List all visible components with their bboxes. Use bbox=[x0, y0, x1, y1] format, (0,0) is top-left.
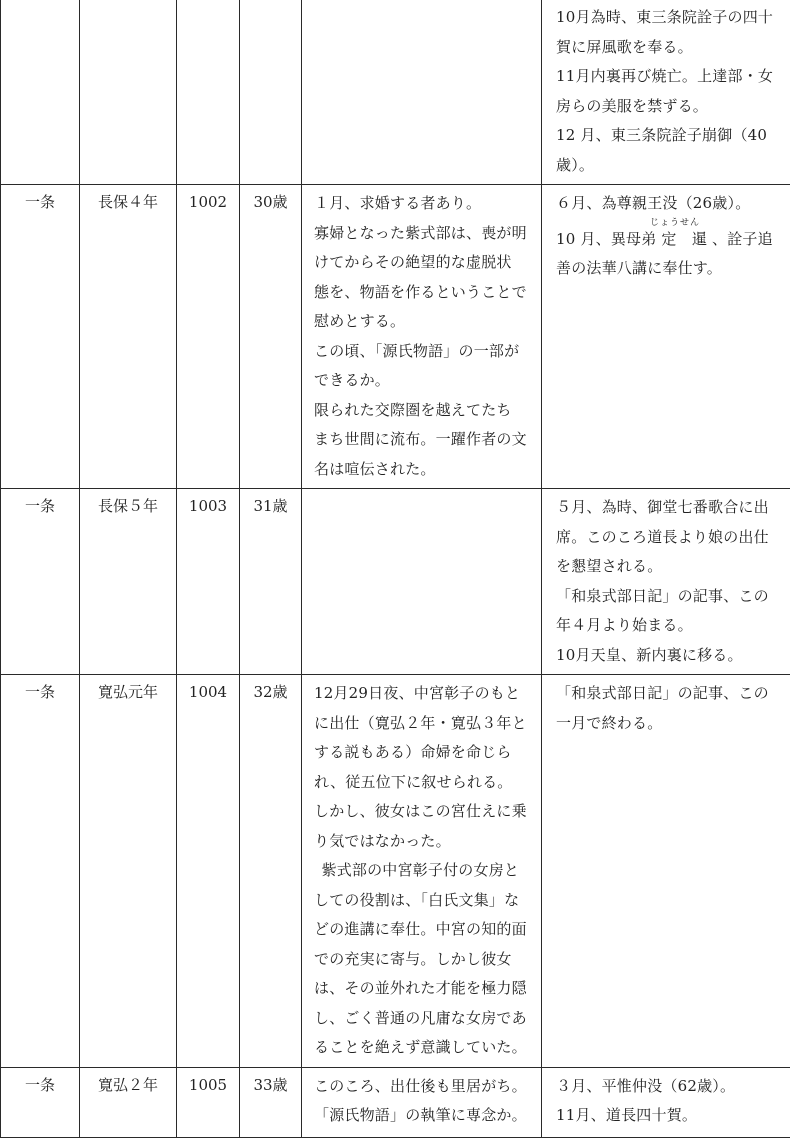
table-row bbox=[1, 675, 790, 1068]
murasaki-line: り気ではなかった。 bbox=[314, 827, 532, 857]
era-cell: 寛弘元年 bbox=[80, 675, 177, 1068]
murasaki-line: しかし、彼女はこの宮仕えに乗 bbox=[314, 797, 532, 827]
murasaki-line: 慰めとする。 bbox=[314, 307, 532, 337]
emperor-cell: 一条 bbox=[1, 1067, 80, 1137]
murasaki-line: れ、従五位下に叙せられる。 bbox=[314, 768, 532, 798]
murasaki-line: この頃、「源氏物語」の一部が bbox=[314, 337, 532, 367]
event-line: を懇望される。 bbox=[556, 552, 782, 582]
murasaki-line: できるか。 bbox=[314, 366, 532, 396]
year-cell: 1002 bbox=[177, 185, 240, 489]
event-line: 一月で終わる。 bbox=[556, 709, 782, 739]
murasaki-line: 態を、物語を作るということで bbox=[314, 278, 532, 308]
year-cell: 1003 bbox=[177, 489, 240, 675]
emperor-cell: 一条 bbox=[1, 489, 80, 675]
event-line: 10月為時、東三条院詮子の四十 bbox=[556, 3, 782, 33]
event-line: 年４月より始まる。 bbox=[556, 611, 782, 641]
ruby-annotation: じょうせん bbox=[650, 218, 700, 228]
emperor-cell bbox=[1, 0, 80, 185]
murasaki-line: 名は喧伝された。 bbox=[314, 455, 532, 485]
event-line: 12 月、東三条院詮子崩御（40 bbox=[556, 121, 782, 151]
murasaki-line: どの進講に奉仕。中宮の知的面 bbox=[314, 915, 532, 945]
event-line: 10月天皇、新内裏に移る。 bbox=[556, 641, 782, 671]
events-cell bbox=[542, 675, 790, 1068]
age-cell: 33歳 bbox=[240, 1067, 302, 1137]
event-line: 房らの美服を禁ずる。 bbox=[556, 92, 782, 122]
murasaki-line: での充実に寄与。しかし彼女 bbox=[314, 945, 532, 975]
murasaki-line: けてからその絶望的な虚脱状 bbox=[314, 248, 532, 278]
murasaki-line: 「源氏物語」の執筆に専念か。 bbox=[314, 1101, 532, 1131]
murasaki-line: ることを絶えず意識していた。 bbox=[314, 1033, 532, 1063]
murasaki-cell bbox=[302, 675, 542, 1068]
table-row bbox=[1, 489, 790, 675]
murasaki-line: 寡婦となった紫式部は、喪が明 bbox=[314, 219, 532, 249]
era-cell bbox=[80, 0, 177, 185]
murasaki-line: このころ、出仕後も里居がち。 bbox=[314, 1072, 532, 1102]
emperor-cell: 一条 bbox=[1, 675, 80, 1068]
table-row bbox=[1, 0, 790, 185]
murasaki-line: に出仕（寛弘２年・寛弘３年と bbox=[314, 709, 532, 739]
murasaki-line: まち世間に流布。一躍作者の文 bbox=[314, 425, 532, 455]
murasaki-cell bbox=[302, 489, 542, 675]
event-line: 善の法華八講に奉仕す。 bbox=[556, 254, 782, 284]
event-line: ３月、平惟仲没（62歳）。 bbox=[556, 1072, 782, 1102]
murasaki-line: 紫式部の中宮彰子付の女房と bbox=[314, 856, 532, 886]
age-cell bbox=[240, 0, 302, 185]
age-cell: 31歳 bbox=[240, 489, 302, 675]
murasaki-line: は、その並外れた才能を極力隠 bbox=[314, 974, 532, 1004]
year-cell: 1005 bbox=[177, 1067, 240, 1137]
emperor-cell: 一条 bbox=[1, 185, 80, 489]
murasaki-cell bbox=[302, 0, 542, 185]
event-line: 賀に屏風歌を奉る。 bbox=[556, 33, 782, 63]
event-line: 席。このころ道長より娘の出仕 bbox=[556, 523, 782, 553]
event-line: 「和泉式部日記」の記事、この bbox=[556, 679, 782, 709]
murasaki-cell bbox=[302, 185, 542, 489]
chronology-body bbox=[1, 0, 790, 1137]
event-line: ６月、為尊親王没（26歳）。 bbox=[556, 189, 782, 219]
event-line: 「和泉式部日記」の記事、この bbox=[556, 582, 782, 612]
events-cell bbox=[542, 185, 790, 489]
murasaki-line: し、ごく普通の凡庸な女房であ bbox=[314, 1004, 532, 1034]
era-cell: 長保５年 bbox=[80, 489, 177, 675]
event-line: 11月内裏再び焼亡。上達部・女 bbox=[556, 62, 782, 92]
year-cell: 1004 bbox=[177, 675, 240, 1068]
event-line: 歳）。 bbox=[556, 151, 782, 181]
age-cell: 30歳 bbox=[240, 185, 302, 489]
era-cell: 寛弘２年 bbox=[80, 1067, 177, 1137]
event-line: 10 月、異母弟 定 暹 、詮子追 じょうせん bbox=[556, 225, 782, 255]
murasaki-line: １月、求婚する者あり。 bbox=[314, 189, 532, 219]
murasaki-line: する説もある）命婦を命じら bbox=[314, 738, 532, 768]
era-cell: 長保４年 bbox=[80, 185, 177, 489]
event-line: ５月、為時、御堂七番歌合に出 bbox=[556, 493, 782, 523]
murasaki-line: 12月29日夜、中宮彰子のもと bbox=[314, 679, 532, 709]
murasaki-line: 限られた交際圏を越えてたち bbox=[314, 396, 532, 426]
events-cell bbox=[542, 0, 790, 185]
event-line: 11月、道長四十賀。 bbox=[556, 1101, 782, 1131]
table-row bbox=[1, 185, 790, 489]
year-cell bbox=[177, 0, 240, 185]
events-cell bbox=[542, 489, 790, 675]
age-cell: 32歳 bbox=[240, 675, 302, 1068]
murasaki-line: しての役割は、「白氏文集」な bbox=[314, 886, 532, 916]
